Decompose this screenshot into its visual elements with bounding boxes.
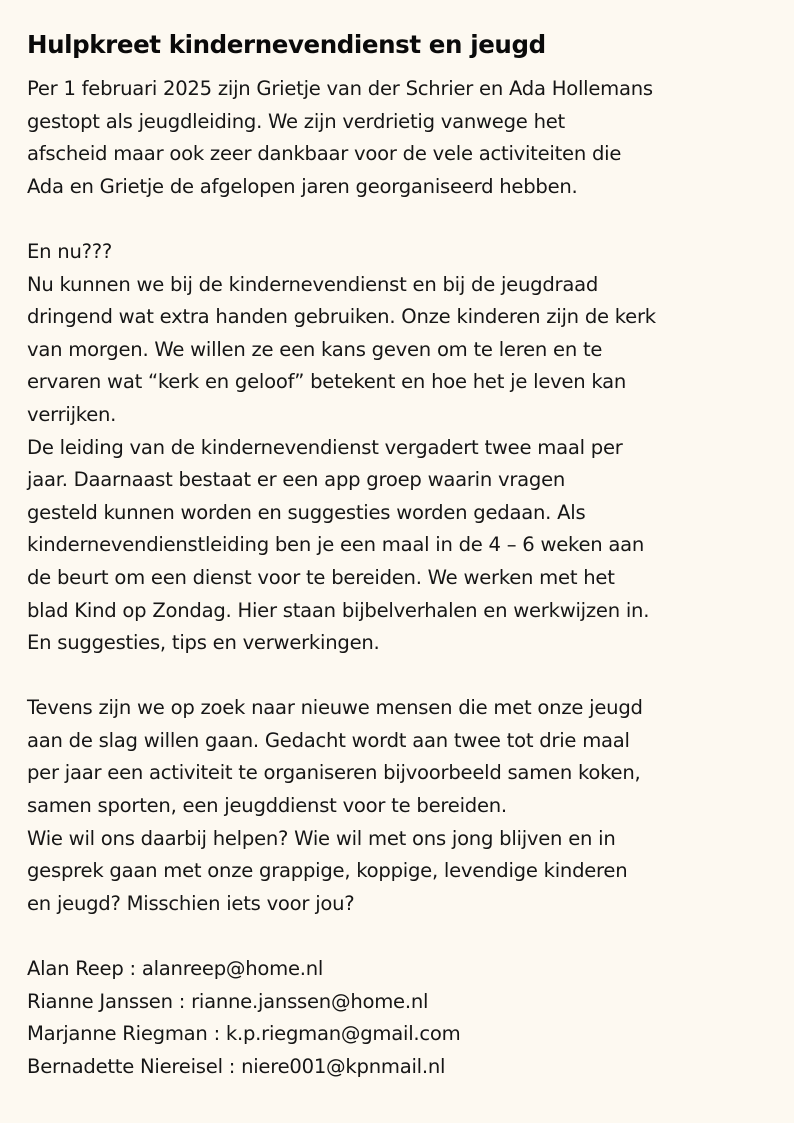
text-line: Wie wil ons daarbij helpen? Wie wil met ons jong blijven en in — [27, 826, 616, 850]
text-line: samen sporten, een jeugddienst voor te bereiden. — [27, 794, 507, 818]
text-line: Ada en Grietje de afgelopen jaren georganiseerd hebben. — [27, 174, 578, 198]
contact-item: Marjanne Riegman : k.p.riegman@gmail.com — [27, 1022, 461, 1046]
text-line: blad Kind op Zondag. Hier staan bijbelverhalen en werkwijzen in. — [27, 598, 650, 622]
article-body — [27, 73, 777, 1083]
text-line: aan de slag willen gaan. Gedacht wordt aan twee tot drie maal — [27, 728, 630, 752]
text-line: Per 1 februari 2025 zijn Grietje van der Schrier en Ada Hollemans — [27, 77, 653, 100]
text-line: Tevens zijn we op zoek naar nieuwe mensen die met onze jeugd — [27, 696, 643, 720]
text-line: De leiding van de kindernevendienst vergadert twee maal per — [27, 435, 623, 459]
text-line: gesteld kunnen worden en suggesties worden gedaan. Als — [27, 500, 586, 524]
text-line: jaar. Daarnaast bestaat er een app groep waarin vragen — [27, 468, 566, 492]
paragraph-spacer — [27, 920, 777, 953]
contact-list — [27, 953, 777, 1083]
intro-paragraph — [27, 73, 777, 203]
text-line: afscheid maar ook zeer dankbaar voor de vele activiteiten die — [27, 142, 622, 166]
text-line: gesprek gaan met onze grappige, koppige, levendige kinderen — [27, 859, 628, 883]
text-line: verrijken. — [27, 402, 117, 426]
paragraph-spacer — [27, 660, 777, 693]
contact-item: Alan Reep : alanreep@home.nl — [27, 957, 324, 981]
paragraph-spacer — [27, 203, 777, 236]
text-line: Nu kunnen we bij de kindernevendienst en bij de jeugdraad — [27, 272, 599, 296]
text-line: de beurt om een dienst voor te bereiden. We werken met het — [27, 565, 615, 589]
jeugd-paragraph — [27, 692, 777, 920]
kindernevendienst-paragraph — [27, 236, 777, 660]
text-line: dringend wat extra handen gebruiken. Onze kinderen zijn de kerk — [27, 305, 656, 329]
text-line: En nu??? — [27, 239, 113, 263]
document-page — [27, 28, 777, 1083]
contact-item: Bernadette Niereisel : niere001@kpnmail.nl — [27, 1054, 446, 1078]
text-line: en jeugd? Misschien iets voor jou? — [27, 891, 355, 915]
text-line: ervaren wat “kerk en geloof” betekent en hoe het je leven kan — [27, 370, 627, 394]
text-line: kindernevendienstleiding ben je een maal in de 4 – 6 weken aan — [27, 533, 645, 557]
text-line: En suggesties, tips en verwerkingen. — [27, 631, 380, 655]
text-line: per jaar een activiteit te organiseren bijvoorbeeld samen koken, — [27, 761, 641, 785]
contact-item: Rianne Janssen : rianne.janssen@home.nl — [27, 989, 429, 1013]
page-title: Hulpkreet kindernevendienst en jeugd — [27, 30, 546, 59]
text-line: van morgen. We willen ze een kans geven om te leren en te — [27, 337, 603, 361]
text-line: gestopt als jeugdleiding. We zijn verdrietig vanwege het — [27, 109, 565, 133]
